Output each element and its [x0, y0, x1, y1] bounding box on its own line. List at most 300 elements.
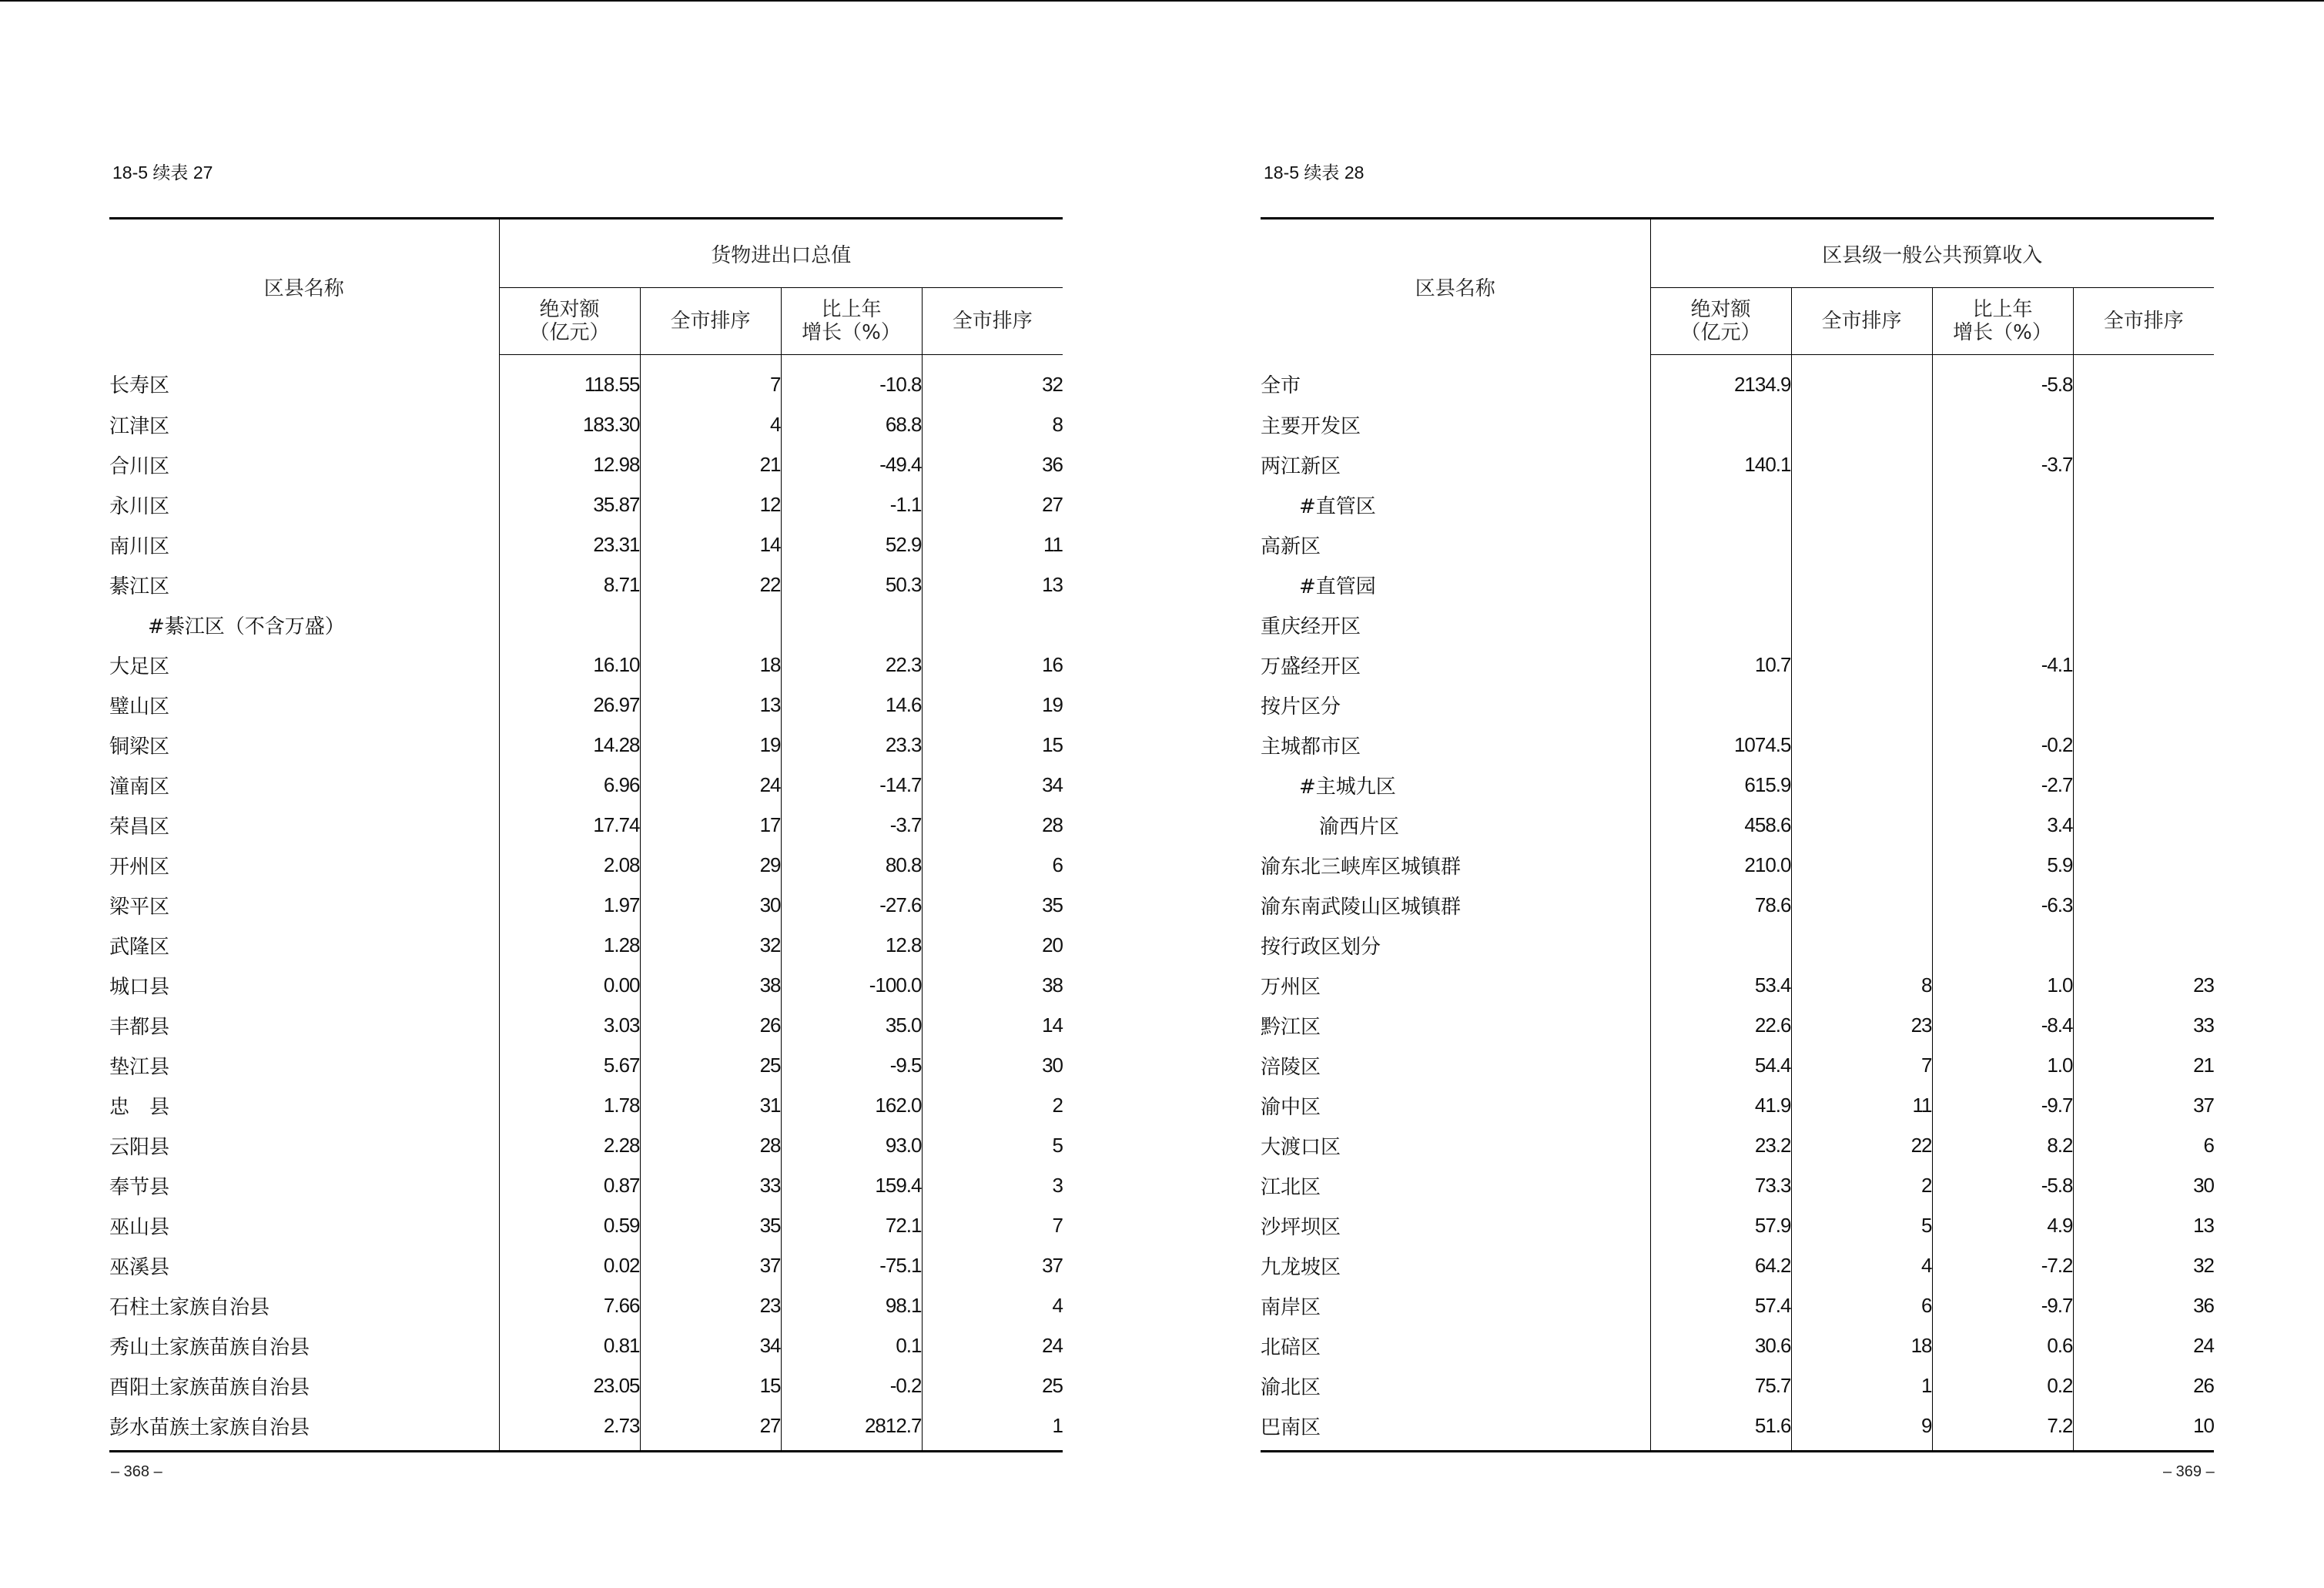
header-growth [781, 288, 922, 355]
county-name-cell: 沙坪坝区 [1261, 1205, 1650, 1245]
page-number: – 369 – [2163, 1463, 2215, 1480]
rank-cell: 33 [640, 1165, 781, 1205]
table-row [1261, 1325, 2214, 1365]
growth-rank-cell: 26 [2193, 1373, 2214, 1397]
growth-cell: 0.6 [1932, 1325, 2073, 1365]
county-name-cell: 开州区 [109, 845, 499, 885]
imports-exports-table [109, 217, 1063, 1452]
rank-cell: 13 [640, 685, 781, 725]
table-row [109, 1165, 1063, 1205]
rank-cell [1791, 725, 1932, 765]
county-name-cell: 梁平区 [109, 885, 499, 925]
growth-cell [1932, 524, 2073, 565]
growth-cell [1932, 484, 2073, 524]
growth-cell: 162.0 [781, 1085, 922, 1125]
county-name-cell: 按行政区划分 [1261, 925, 1650, 965]
absolute-value-cell: 5.67 [499, 1045, 640, 1085]
rank-cell [1791, 484, 1932, 524]
table-row [109, 1085, 1063, 1125]
county-name-cell: 云阳县 [109, 1125, 499, 1165]
table-row [1261, 965, 2214, 1005]
header-county-name: 区县名称 [1261, 219, 1650, 355]
table-row [1261, 1365, 2214, 1405]
absolute-value-cell: 17.74 [499, 805, 640, 845]
county-name-cell: 彭水苗族土家族自治县 [109, 1405, 499, 1452]
rank-cell [1791, 765, 1932, 805]
growth-cell: -3.7 [1932, 444, 2073, 484]
growth-cell: 1.0 [1932, 965, 2073, 1005]
table-body [1261, 355, 2214, 1452]
rank-cell: 17 [640, 805, 781, 845]
county-name-cell: 主要开发区 [1261, 404, 1650, 444]
rank-cell: 9 [1791, 1405, 1932, 1452]
growth-rank-cell: 3 [1052, 1173, 1063, 1197]
absolute-value-cell: 64.2 [1650, 1245, 1791, 1285]
table-row [1261, 404, 2214, 444]
rank-cell: 4 [640, 404, 781, 444]
county-name-cell: 巫山县 [109, 1205, 499, 1245]
growth-cell: -7.2 [1932, 1245, 2073, 1285]
growth-rank-cell: 6 [1052, 853, 1063, 876]
rank-cell: 1 [1791, 1365, 1932, 1405]
header-growth-rank: 全市排序 [922, 288, 1063, 355]
absolute-value-cell: 615.9 [1650, 765, 1791, 805]
growth-cell: -0.2 [1932, 725, 2073, 765]
growth-rank-cell: 19 [1042, 692, 1063, 716]
growth-cell [781, 605, 922, 645]
absolute-value-cell: 12.98 [499, 444, 640, 484]
growth-cell [1932, 925, 2073, 965]
absolute-value-cell: 0.00 [499, 965, 640, 1005]
absolute-value-cell: 30.6 [1650, 1325, 1791, 1365]
absolute-value-cell: 53.4 [1650, 965, 1791, 1005]
county-name-cell: 黔江区 [1261, 1005, 1650, 1045]
absolute-value-cell [1650, 524, 1791, 565]
absolute-value-cell: 2.73 [499, 1405, 640, 1452]
growth-rank-cell: 11 [1043, 532, 1063, 556]
table-row [109, 645, 1063, 685]
absolute-value-cell: 78.6 [1650, 885, 1791, 925]
table-row [109, 1325, 1063, 1365]
absolute-value-cell [499, 605, 640, 645]
county-name-cell: 忠 县 [109, 1085, 499, 1125]
growth-rank-cell: 33 [2193, 1013, 2214, 1037]
growth-rank-cell [2073, 765, 2214, 805]
growth-rank-cell: 35 [1042, 893, 1063, 916]
county-name-cell: 丰都县 [109, 1005, 499, 1045]
growth-rank-cell: 37 [2193, 1093, 2214, 1117]
county-name-cell: 主城都市区 [1261, 725, 1650, 765]
table-row [109, 355, 1063, 405]
growth-cell: 52.9 [781, 524, 922, 565]
growth-rank-cell: 25 [1042, 1373, 1063, 1397]
county-name-cell: 秀山土家族苗族自治县 [109, 1325, 499, 1365]
absolute-value-cell: 57.4 [1650, 1285, 1791, 1325]
table-row [1261, 1125, 2214, 1165]
rank-cell: 24 [640, 765, 781, 805]
absolute-value-cell: 2134.9 [1650, 355, 1791, 405]
budget-revenue-table [1261, 217, 2214, 1452]
table-row [1261, 1085, 2214, 1125]
header-absolute-value [499, 288, 640, 355]
growth-rank-cell: 38 [1042, 973, 1063, 997]
table-row [109, 1285, 1063, 1325]
header-absolute-label: 绝对额 [1690, 298, 1751, 321]
growth-rank-cell: 36 [1042, 452, 1063, 476]
growth-cell: 14.6 [781, 685, 922, 725]
growth-rank-cell: 36 [2193, 1293, 2214, 1317]
county-name-cell: 江津区 [109, 404, 499, 444]
county-name-cell: 大渡口区 [1261, 1125, 1650, 1165]
growth-rank-cell: 10 [2193, 1413, 2214, 1437]
growth-rank-cell [2073, 925, 2214, 965]
absolute-value-cell [1650, 565, 1791, 605]
growth-cell: 23.3 [781, 725, 922, 765]
absolute-value-cell: 10.7 [1650, 645, 1791, 685]
table-row [1261, 885, 2214, 925]
growth-cell: 0.1 [781, 1325, 922, 1365]
growth-rank-cell: 30 [1042, 1053, 1063, 1077]
absolute-value-cell: 118.55 [499, 355, 640, 405]
absolute-value-cell: 23.2 [1650, 1125, 1791, 1165]
growth-rank-cell [2073, 685, 2214, 725]
table-row [1261, 1205, 2214, 1245]
county-name-cell: #綦江区（不含万盛） [109, 605, 499, 645]
county-name-cell: 大足区 [109, 645, 499, 685]
growth-rank-cell: 13 [1042, 572, 1063, 596]
header-group-title: 货物进出口总值 [499, 219, 1063, 288]
table-row [109, 805, 1063, 845]
growth-cell: 93.0 [781, 1125, 922, 1165]
rank-cell: 30 [640, 885, 781, 925]
table-row [1261, 1405, 2214, 1452]
growth-cell [1932, 685, 2073, 725]
growth-cell: 8.2 [1932, 1125, 2073, 1165]
absolute-value-cell: 51.6 [1650, 1405, 1791, 1452]
absolute-value-cell: 1.28 [499, 925, 640, 965]
table-body [109, 355, 1063, 1452]
absolute-value-cell: 14.28 [499, 725, 640, 765]
table-row [109, 565, 1063, 605]
growth-rank-cell [2073, 805, 2214, 845]
growth-rank-cell: 27 [1042, 492, 1063, 516]
absolute-value-cell: 16.10 [499, 645, 640, 685]
absolute-value-cell: 0.59 [499, 1205, 640, 1245]
growth-rank-cell [2073, 885, 2214, 925]
growth-rank-cell: 32 [2193, 1253, 2214, 1277]
rank-cell: 26 [640, 1005, 781, 1045]
table-row [1261, 1005, 2214, 1045]
growth-rank-cell: 23 [2193, 973, 2214, 997]
county-name-cell: 璧山区 [109, 685, 499, 725]
table-row [109, 605, 1063, 645]
growth-cell: -5.8 [1932, 1165, 2073, 1205]
growth-rank-cell: 15 [1042, 732, 1063, 756]
table-row [109, 925, 1063, 965]
growth-rank-cell: 4 [1052, 1293, 1063, 1317]
rank-cell: 23 [1791, 1005, 1932, 1045]
absolute-value-cell: 3.03 [499, 1005, 640, 1045]
growth-rank-cell: 24 [1042, 1333, 1063, 1357]
table-row [109, 484, 1063, 524]
growth-cell: 22.3 [781, 645, 922, 685]
absolute-value-cell [1650, 404, 1791, 444]
growth-cell: -3.7 [781, 805, 922, 845]
county-name-cell: 酉阳土家族苗族自治县 [109, 1365, 499, 1405]
right-page [1162, 0, 2324, 1588]
header-growth-rank: 全市排序 [2073, 288, 2214, 355]
absolute-value-cell [1650, 925, 1791, 965]
growth-rank-cell: 28 [1042, 812, 1063, 836]
rank-cell: 2 [1791, 1165, 1932, 1205]
growth-cell: 1.0 [1932, 1045, 2073, 1085]
growth-cell: -0.2 [781, 1365, 922, 1405]
growth-rank-cell: 2 [1052, 1093, 1063, 1117]
county-name-cell: 万州区 [1261, 965, 1650, 1005]
growth-rank-cell [2073, 524, 2214, 565]
growth-cell: -10.8 [781, 355, 922, 405]
county-name-cell: 江北区 [1261, 1165, 1650, 1205]
county-name-cell: 渝东南武陵山区城镇群 [1261, 885, 1650, 925]
rank-cell: 12 [640, 484, 781, 524]
table-row [109, 1045, 1063, 1085]
growth-rank-cell [2073, 845, 2214, 885]
rank-cell: 8 [1791, 965, 1932, 1005]
growth-rank-cell: 21 [2193, 1053, 2214, 1077]
growth-cell: -100.0 [781, 965, 922, 1005]
table-row [109, 1405, 1063, 1452]
growth-rank-cell: 24 [2193, 1333, 2214, 1357]
header-group-title: 区县级一般公共预算收入 [1650, 219, 2214, 288]
growth-rank-cell: 8 [1052, 412, 1063, 436]
absolute-value-cell: 1.97 [499, 885, 640, 925]
table-row [1261, 685, 2214, 725]
table-row [1261, 725, 2214, 765]
header-growth-unit: 增长（%） [802, 321, 901, 344]
county-name-cell: 铜梁区 [109, 725, 499, 765]
header-growth [1932, 288, 2073, 355]
rank-cell: 15 [640, 1365, 781, 1405]
header-absolute-value [1650, 288, 1791, 355]
table-title: 18-5 续表 27 [112, 162, 213, 183]
rank-cell [1791, 645, 1932, 685]
rank-cell: 27 [640, 1405, 781, 1452]
rank-cell: 22 [640, 565, 781, 605]
growth-cell: 72.1 [781, 1205, 922, 1245]
table-row [109, 965, 1063, 1005]
growth-cell: -9.7 [1932, 1085, 2073, 1125]
rank-cell [1791, 685, 1932, 725]
absolute-value-cell: 0.81 [499, 1325, 640, 1365]
growth-rank-cell [2073, 725, 2214, 765]
growth-cell: -2.7 [1932, 765, 2073, 805]
rank-cell: 23 [640, 1285, 781, 1325]
rank-cell: 21 [640, 444, 781, 484]
absolute-value-cell: 2.28 [499, 1125, 640, 1165]
growth-rank-cell: 30 [2193, 1173, 2214, 1197]
table-row [109, 685, 1063, 725]
table-row [1261, 1045, 2214, 1085]
header-absolute-unit: （亿元） [529, 321, 610, 344]
county-name-cell: 万盛经开区 [1261, 645, 1650, 685]
growth-cell: 98.1 [781, 1285, 922, 1325]
growth-cell: 4.9 [1932, 1205, 2073, 1245]
table-row [1261, 1165, 2214, 1205]
absolute-value-cell: 26.97 [499, 685, 640, 725]
county-name-cell: 两江新区 [1261, 444, 1650, 484]
growth-rank-cell: 34 [1042, 772, 1063, 796]
county-name-cell: 荣昌区 [109, 805, 499, 845]
growth-cell: -9.5 [781, 1045, 922, 1085]
county-name-cell: 渝西片区 [1261, 805, 1650, 845]
growth-rank-cell: 37 [1042, 1253, 1063, 1277]
growth-rank-cell [2073, 444, 2214, 484]
rank-cell: 7 [1791, 1045, 1932, 1085]
county-name-cell: #直管园 [1261, 565, 1650, 605]
table-row [1261, 645, 2214, 685]
table-row [109, 1365, 1063, 1405]
growth-cell: 50.3 [781, 565, 922, 605]
page-number: – 368 – [111, 1463, 162, 1480]
county-name-cell: 南川区 [109, 524, 499, 565]
county-name-cell: 巫溪县 [109, 1245, 499, 1285]
absolute-value-cell: 35.87 [499, 484, 640, 524]
growth-cell: 3.4 [1932, 805, 2073, 845]
growth-rank-cell [2073, 484, 2214, 524]
county-name-cell: 城口县 [109, 965, 499, 1005]
absolute-value-cell: 2.08 [499, 845, 640, 885]
county-name-cell: 綦江区 [109, 565, 499, 605]
absolute-value-cell [1650, 685, 1791, 725]
county-name-cell: 奉节县 [109, 1165, 499, 1205]
county-name-cell: 重庆经开区 [1261, 605, 1650, 645]
absolute-value-cell: 210.0 [1650, 845, 1791, 885]
rank-cell: 32 [640, 925, 781, 965]
table-row [109, 725, 1063, 765]
rank-cell [1791, 355, 1932, 405]
table-row [1261, 925, 2214, 965]
table-row [109, 885, 1063, 925]
rank-cell: 6 [1791, 1285, 1932, 1325]
rank-cell: 28 [640, 1125, 781, 1165]
table-title: 18-5 续表 28 [1264, 162, 1365, 183]
rank-cell: 22 [1791, 1125, 1932, 1165]
growth-rank-cell [2073, 605, 2214, 645]
rank-cell [1791, 444, 1932, 484]
rank-cell [1791, 404, 1932, 444]
table-row [109, 1205, 1063, 1245]
growth-cell: -4.1 [1932, 645, 2073, 685]
rank-cell: 35 [640, 1205, 781, 1245]
header-rank: 全市排序 [640, 288, 781, 355]
absolute-value-cell: 0.02 [499, 1245, 640, 1285]
rank-cell: 14 [640, 524, 781, 565]
rank-cell [1791, 805, 1932, 845]
table-row [1261, 484, 2214, 524]
growth-cell: 5.9 [1932, 845, 2073, 885]
county-name-cell: 长寿区 [109, 355, 499, 405]
rank-cell: 19 [640, 725, 781, 765]
county-name-cell: 渝北区 [1261, 1365, 1650, 1405]
county-name-cell: 武隆区 [109, 925, 499, 965]
rank-cell: 37 [640, 1245, 781, 1285]
table-row [109, 1125, 1063, 1165]
absolute-value-cell: 1.78 [499, 1085, 640, 1125]
growth-cell: -49.4 [781, 444, 922, 484]
table-row [109, 404, 1063, 444]
growth-cell: -1.1 [781, 484, 922, 524]
absolute-value-cell: 1074.5 [1650, 725, 1791, 765]
growth-cell: 159.4 [781, 1165, 922, 1205]
absolute-value-cell: 0.87 [499, 1165, 640, 1205]
absolute-value-cell: 6.96 [499, 765, 640, 805]
growth-cell: -9.7 [1932, 1285, 2073, 1325]
rank-cell [640, 605, 781, 645]
header-absolute-label: 绝对额 [539, 298, 600, 321]
growth-cell: -6.3 [1932, 885, 2073, 925]
rank-cell: 25 [640, 1045, 781, 1085]
growth-cell: -8.4 [1932, 1005, 2073, 1045]
rank-cell: 38 [640, 965, 781, 1005]
rank-cell: 7 [640, 355, 781, 405]
county-name-cell: 渝东北三峡库区城镇群 [1261, 845, 1650, 885]
rank-cell: 31 [640, 1085, 781, 1125]
growth-rank-cell: 6 [2203, 1133, 2214, 1157]
absolute-value-cell: 140.1 [1650, 444, 1791, 484]
county-name-cell: #主城九区 [1261, 765, 1650, 805]
header-rank: 全市排序 [1791, 288, 1932, 355]
table-row [109, 444, 1063, 484]
rank-cell [1791, 524, 1932, 565]
table-row [1261, 444, 2214, 484]
rank-cell: 34 [640, 1325, 781, 1365]
growth-cell: 0.2 [1932, 1365, 2073, 1405]
county-name-cell: 潼南区 [109, 765, 499, 805]
county-name-cell: 按片区分 [1261, 685, 1650, 725]
absolute-value-cell: 57.9 [1650, 1205, 1791, 1245]
county-name-cell: 垫江县 [109, 1045, 499, 1085]
table-row [109, 765, 1063, 805]
header-growth-unit: 增长（%） [1953, 321, 2052, 344]
absolute-value-cell: 183.30 [499, 404, 640, 444]
table-row [1261, 524, 2214, 565]
growth-rank-cell: 20 [1042, 933, 1063, 956]
table-row [1261, 355, 2214, 405]
absolute-value-cell: 23.05 [499, 1365, 640, 1405]
absolute-value-cell: 73.3 [1650, 1165, 1791, 1205]
table-row [109, 524, 1063, 565]
rank-cell: 18 [1791, 1325, 1932, 1365]
growth-rank-cell: 14 [1042, 1013, 1063, 1037]
rank-cell: 29 [640, 845, 781, 885]
growth-cell: -75.1 [781, 1245, 922, 1285]
table-row [1261, 1245, 2214, 1285]
absolute-value-cell: 41.9 [1650, 1085, 1791, 1125]
growth-cell: -27.6 [781, 885, 922, 925]
growth-rank-cell: 13 [2193, 1213, 2214, 1237]
absolute-value-cell [1650, 484, 1791, 524]
growth-cell: 12.8 [781, 925, 922, 965]
growth-rank-cell [2073, 404, 2214, 444]
rank-cell [1791, 565, 1932, 605]
growth-rank-cell [2073, 565, 2214, 605]
county-name-cell: 永川区 [109, 484, 499, 524]
growth-rank-cell [922, 605, 1063, 645]
growth-rank-cell: 1 [1052, 1413, 1063, 1437]
county-name-cell: 巴南区 [1261, 1405, 1650, 1452]
rank-cell: 5 [1791, 1205, 1932, 1245]
rank-cell: 4 [1791, 1245, 1932, 1285]
